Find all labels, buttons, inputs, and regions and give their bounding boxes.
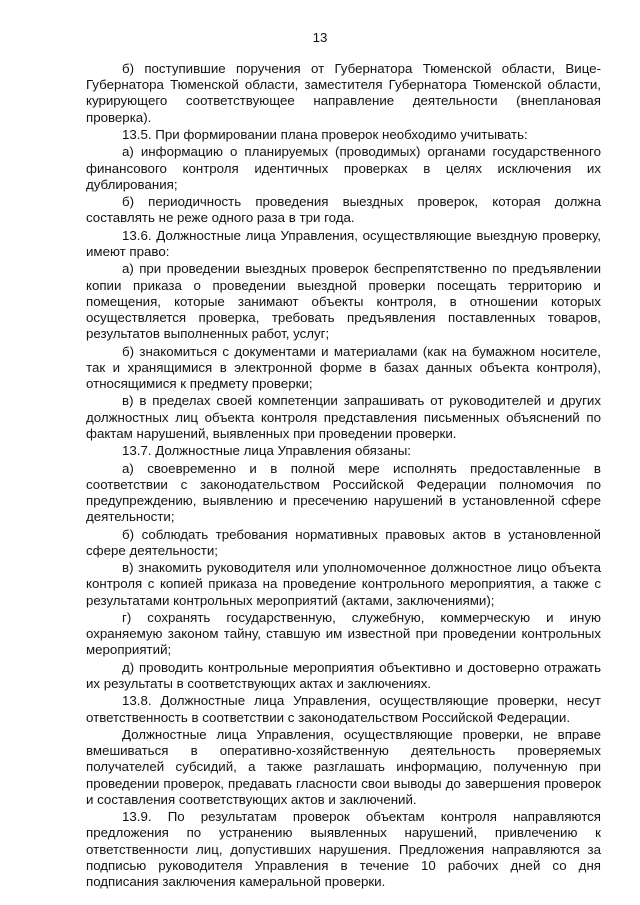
paragraph-13-7-v: в) знакомить руководителя или уполномоченное должностное лицо объекта контроля с копией приказа на проведение контрольного мероприятия, а также с результатами контрольных мероприятий (актами, заключениями); (86, 560, 601, 608)
paragraph-13-7-g: г) сохранять государственную, служебную, коммерческую и иную охраняемую законом тайну, ставшую им известной при проведении контрольных мероприятий; (86, 609, 601, 658)
document-body (86, 61, 601, 891)
paragraph-13-5-a: а) информацию о планируемых (проводимых) органами государственного финансового контроля идентичных проверках в целях исключения их дублирования; (86, 144, 601, 192)
paragraph-13-7-a: а) своевременно и в полной мере исполнять предоставленные в соответствии с законодательством Российской Федерации полномочия по предупреждению, выявлению и пресечению нарушений в установленной сфере деятельности; (86, 460, 601, 525)
paragraph-13-6-a: а) при проведении выездных проверок беспрепятственно по предъявлении копии приказа о проведении выездной проверки посещать территорию и помещения, которые занимают объекты контроля, в отношении которых осуществляется проверка, требовать предъявления поставленных товаров, результатов выполненных работ, услуг; (86, 261, 601, 342)
paragraph-13-7: 13.7. Должностные лица Управления обязаны: (122, 443, 411, 459)
paragraph-13-7-d: д) проводить контрольные мероприятия объективно и достоверно отражать их результаты в соответствующих актах и заключениях. (86, 659, 601, 691)
paragraph-13-6-v: в) в пределах своей компетенции запрашивать от руководителей и других должностных лиц объекта контроля представления письменных объяснений по фактам нарушений, выявленных при проведении проверки. (86, 393, 601, 441)
paragraph-13-8-restrictions: Должностные лица Управления, осуществляющие проверки, не вправе вмешиваться в оперативно-хозяйственную деятельность проверяемых получателей субсидий, а также разглашать информацию, полученную при проведении проверок, предавать гласности свои выводы до завершения проверок и составления соответствующих актов и заключений. (86, 726, 601, 807)
paragraph-13-8: 13.8. Должностные лица Управления, осуществляющие проверки, несут ответственность в соответствии с законодательством Российской Федерации. (86, 693, 601, 725)
paragraph-13-6-b: б) знакомиться с документами и материалами (как на бумажном носителе, так и хранящимися в электронной форме в базах данных объекта контроля), относящимися к предмету проверки; (86, 343, 601, 391)
page-number: 13 (312, 30, 328, 45)
paragraph-13-9: 13.9. По результатам проверок объектам контроля направляются предложения по устранению выявленных нарушений, привлечению к ответственности лиц, допустивших нарушения. Предложения направляются за подписью руководителя Управления в течение 10 рабочих дней со дня подписания заключения камеральной проверки. (86, 809, 601, 889)
paragraph-13-7-b: б) соблюдать требования нормативных правовых актов в установленной сфере деятельности; (86, 526, 601, 558)
paragraph-13-5-b: б) периодичность проведения выездных проверок, которая должна составлять не реже одного раза в три года. (86, 194, 601, 226)
paragraph-instructions-source: б) поступившие поручения от Губернатора Тюменской области, Вице-Губернатора Тюменской области, заместителя Губернатора Тюменской области, курирующего соответствующее направление деятельности (внеплановая проверка). (86, 61, 601, 125)
paragraph-13-5: 13.5. При формировании плана проверок необходимо учитывать: (122, 127, 528, 142)
paragraph-13-6: 13.6. Должностные лица Управления, осуществляющие выездную проверку, имеют право: (86, 227, 601, 259)
